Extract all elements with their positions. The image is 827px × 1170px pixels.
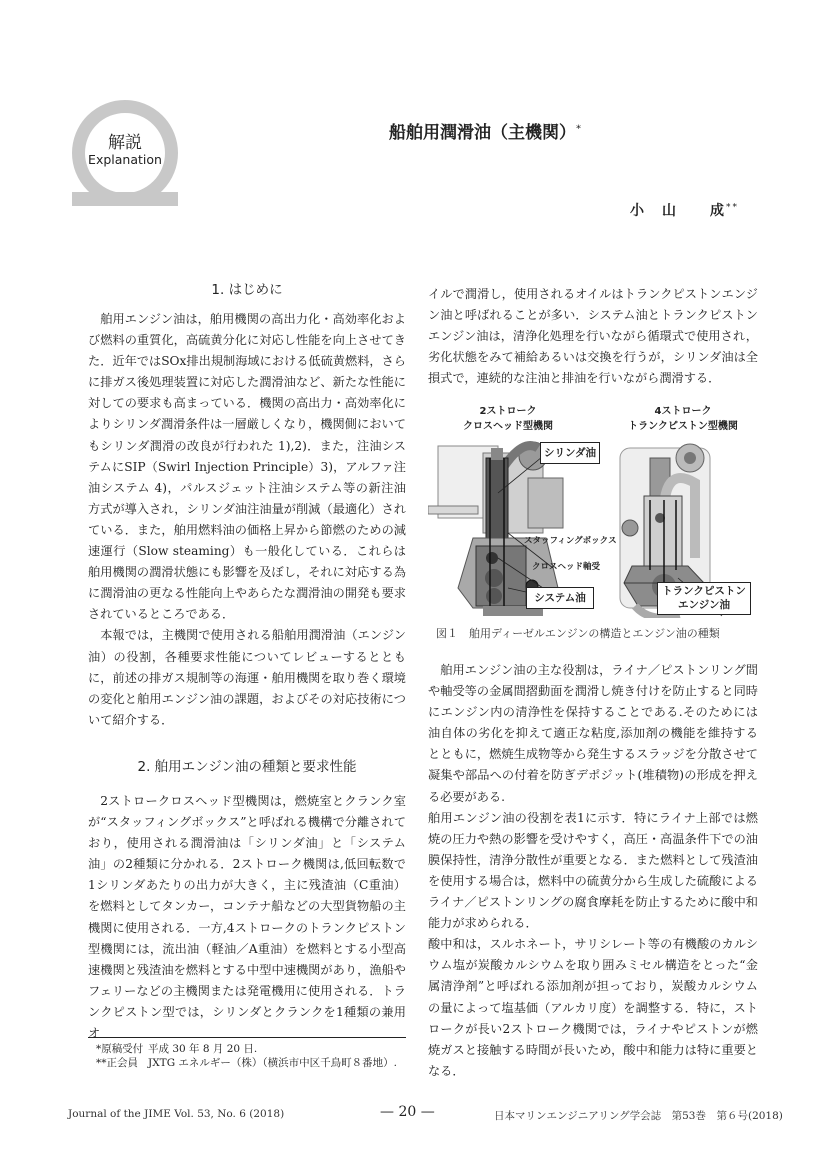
figure-left-heading-line2: クロスヘッド型機関 xyxy=(463,421,553,432)
figure-left-heading-line1: 2ストローク xyxy=(479,406,537,417)
logo-label-en: Explanation xyxy=(88,152,162,167)
figure-right-heading xyxy=(608,404,758,434)
footer-page-number: — 20 — xyxy=(380,1104,435,1120)
footnote-key: **正会員 xyxy=(96,1057,138,1069)
author-footnote-mark: ** xyxy=(726,202,739,213)
label-cylinder-oil: シリンダ油 xyxy=(540,442,600,464)
paragraph: 舶用エンジン油の主な役割は，ライナ／ピストンリング間や軸受等の金属間摺動面を潤滑し焼き付けを防止すると同時にエンジン内の清浄性を保持することである.そのためには油自体の劣化を抑えて適正な粘度,添加剤の機能を維持するとともに，燃焼生成物等から発生するスラッジを分散させて凝集や部品への付着を防ぎデポジット(堆積物)の形成を押える必要がある. xyxy=(428,663,758,804)
footnote-divider xyxy=(88,1037,406,1038)
footnote-value: JXTG エネルギー（株）（横浜市中区千鳥町８番地）. xyxy=(148,1057,397,1069)
section-2-body-left xyxy=(88,791,406,1044)
title-footnote-mark: * xyxy=(576,123,581,135)
figure-right-heading-line1: 4ストローク xyxy=(654,406,712,417)
section-2-body-right-top xyxy=(428,284,758,389)
label-stuffing-box: スタッフィングボックス xyxy=(524,536,617,546)
author xyxy=(630,200,739,220)
section-1-body xyxy=(88,309,406,731)
figure-1-caption: 図１ 舶用ディーゼルエンジンの構造とエンジン油の種類 xyxy=(436,627,720,640)
paragraph: 舶用エンジン油は，舶用機関の高出力化・高効率化および燃料の重質化，高硫黄分化に対応し性能を向上させてきた．近年ではSOx排出規制海域における低硫黄燃料，さらに排ガス後処理装置に対応した潤滑油など、新たな性能に対しての要求も高まっている．機関の高出力・高効率化によりシリンダ潤滑条件は一層厳しくなり，機関側においてもシリンダ潤滑の改良が行われた 1),2)．また，注油システムにSIP（Swirl Injection Principle）3)，アルファ注油システム 4)，パルスジェット注油システム等の新注油方式が導入され，シリンダ油注油量が削減（最適化）されている．また，舶用燃料油の価格上昇から節燃のための減速運行（Slow steaming）も一般化している．これらは舶用機関の潤滑状態にも影響を及ぼし，それに対応する為に潤滑油の更なる性能向上やあらたな潤滑油の開発も要求されているところである． xyxy=(88,312,406,622)
paragraph: 酸中和は，スルホネート，サリシレート等の有機酸のカルシウム塩が炭酸カルシウムを取り囲みミセル構造をとった“金属清浄剤”と呼ばれる添加剤が担っており，炭酸カルシウムの量によって塩基価（アルカリ度）を調整する．特に，ストロークが長い2ストローク機関では，ライナやピストンが燃焼ガスと接触する時間が長いため，酸中和能力は特に重要となる． xyxy=(428,937,758,1078)
section-2-heading: 2. 舶用エンジン油の種類と要求性能 xyxy=(137,759,357,775)
paragraph: 舶用エンジン油の役割を表1に示す．特にライナ上部では燃焼の圧力や熱の影響を受けやすく，高圧・高温条件下での油膜保持性，清浄分散性が重要となる．また燃料として残渣油を使用する場合は，燃料中の硫黄分から生成した硫酸によるライナ／ピストンリングの腐食摩耗を防止するために酸中和能力が求められる． xyxy=(428,810,758,931)
section-1-heading: 1. はじめに xyxy=(211,282,283,298)
article-title xyxy=(300,118,670,143)
label-trunk-piston-engine-oil xyxy=(657,582,751,615)
footnote-key: *原稿受付 xyxy=(96,1043,144,1055)
paragraph: イルで潤滑し，使用されるオイルはトランクピストンエンジン油と呼ばれることが多い．システム油とトランクピストンエンジン油は，清浄化処理を行いながら循環式で使用され，劣化状態をみて補給あるいは交換を行うが，シリンダ油は全損式で，連続的な注油と排油を行いながら潤滑する． xyxy=(428,287,758,386)
paragraph: 本報では，主機関で使用される船舶用潤滑油（エンジン油）の役割，各種要求性能についてレビューするとともに，前述の排ガス規制等の海運・舶用機関を取り巻く環境の変化と舶用エンジン油の課題，およびその対応技術について紹介する． xyxy=(88,628,406,727)
footer-journal-info-jp: 日本マリンエンジニアリング学会誌 第53巻 第６号(2018) xyxy=(494,1110,783,1122)
figure-left-heading xyxy=(448,404,568,434)
footnotes xyxy=(96,1042,416,1070)
footnote-affiliation xyxy=(96,1056,416,1070)
label-trunk-line2: エンジン油 xyxy=(678,599,730,611)
section-2-body-right xyxy=(428,660,758,1082)
article-title-text: 船舶用潤滑油（主機関） xyxy=(389,123,576,143)
logo-label-jp: 解説 xyxy=(108,133,142,153)
label-trunk-line1: トランクピストン xyxy=(662,585,746,597)
label-crosshead-bearing: クロスヘッド軸受 xyxy=(532,562,601,572)
explanation-logo xyxy=(64,100,174,218)
author-name: 小 山 成 xyxy=(630,203,726,219)
footnote-received xyxy=(96,1042,416,1056)
footer-journal-info: Journal of the JIME Vol. 53, No. 6 (2018) xyxy=(68,1108,285,1120)
figure-right-heading-line2: トランクピストン型機関 xyxy=(628,421,738,432)
paragraph: 2ストロークロスヘッド型機関は，燃焼室とクランク室が“スタッフィングボックス”と呼ばれる機構で分離されており，使用される潤滑油は「シリンダ油」と「システム油」の2種類に分かれる．2ストローク機関は,低回転数で1シリンダあたりの出力が大きく，主に残渣油（C重油）を燃料としてタンカー，コンテナ船などの大型貨物船の主機関に使用される．一方,4ストロークのトランクピストン型機関には，流出油（軽油／A重油）を燃料とする小型高速機関と残渣油を燃料とする中型中速機関があり，漁船やフェリーなどの主機関または発電機用に使用される．トランクピストン型では，シリンダとクランクを1種類の兼用オ xyxy=(88,794,406,1041)
label-system-oil: システム油 xyxy=(526,587,594,609)
footnote-value: 平成 30 年 8 月 20 日. xyxy=(148,1043,258,1055)
logo-base-bar xyxy=(72,192,178,206)
figure-1 xyxy=(428,404,768,618)
